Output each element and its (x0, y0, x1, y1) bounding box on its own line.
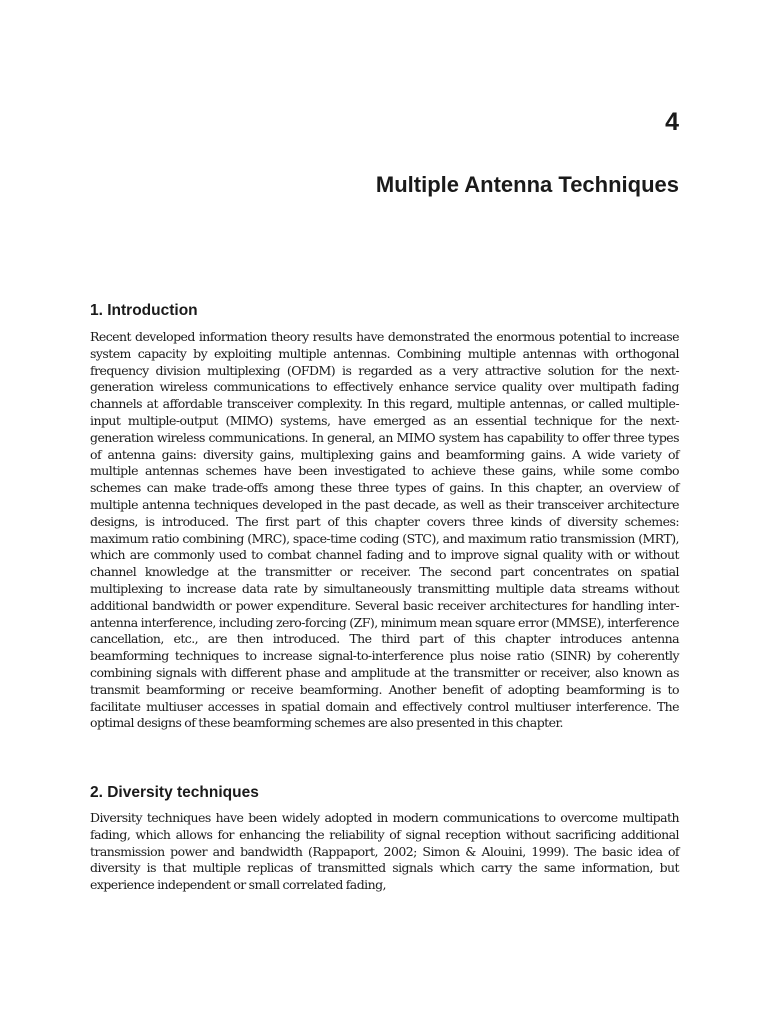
introduction-paragraph: Recent developed information theory results have demonstrated the enormous potential to increase system capacity by exploiting multiple antennas. Combining multiple antennas with orthogonal frequency division multiplexing (OFDM) is regarded as a very attractive solution for the next-generation wireless communications to effectively enhance service quality over multipath fading channels at affordable transceiver complexity. In this regard, multiple antennas, or called multiple-input multiple-output (MIMO) systems, have emerged as an essential technique for the next-generation wireless communications. In general, an MIMO system has capability to offer three types of antenna gains: diversity gains, multiplexing gains and beamforming gains. A wide variety of multiple antennas schemes have been investigated to achieve these gains, while some combo schemes can make trade-offs among these three types of gains. In this chapter, an overview of multiple antenna techniques developed in the past decade, as well as their transceiver architecture designs, is introduced. The first part of this chapter covers three kinds of diversity schemes: maximum ratio combining (MRC), space-time coding (STC), and maximum ratio transmission (MRT), which are commonly used to combat channel fading and to improve signal quality with or without channel knowledge at the transmitter or receiver. The second part concentrates on spatial multiplexing to increase data rate by simultaneously transmitting multiple data streams without additional bandwidth or power expenditure. Several basic receiver architectures for handling inter-antenna interference, including zero-forcing (ZF), minimum mean square error (MMSE), interference cancellation, etc., are then introduced. The third part of this chapter introduces antenna beamforming techniques to increase signal-to-interference plus noise ratio (SINR) by coherently combining signals with different phase and amplitude at the transmitter or receiver, also known as transmit beamforming or receive beamforming. Another benefit of adopting beamforming is to facilitate multiuser accesses in spatial domain and effectively control multiuser interference. The optimal designs of these beamforming schemes are also presented in this chapter. (90, 329, 679, 731)
diversity-techniques-paragraph: Diversity techniques have been widely adopted in modern communications to overcome multipath fading, which allows for enhancing the reliability of signal reception without sacrificing additional transmission power and bandwidth (Rappaport, 2002; Simon & Alouini, 1999). The basic idea of diversity is that multiple replicas of transmitted signals which carry the same information, but experience independent or small correlated fading, (90, 810, 679, 893)
section-heading-introduction: 1. Introduction (90, 302, 198, 319)
chapter-title: Multiple Antenna Techniques (375, 172, 679, 197)
section-heading-diversity-techniques: 2. Diversity techniques (90, 784, 259, 801)
chapter-number: 4 (665, 108, 679, 136)
document-page (90, 0, 679, 1024)
